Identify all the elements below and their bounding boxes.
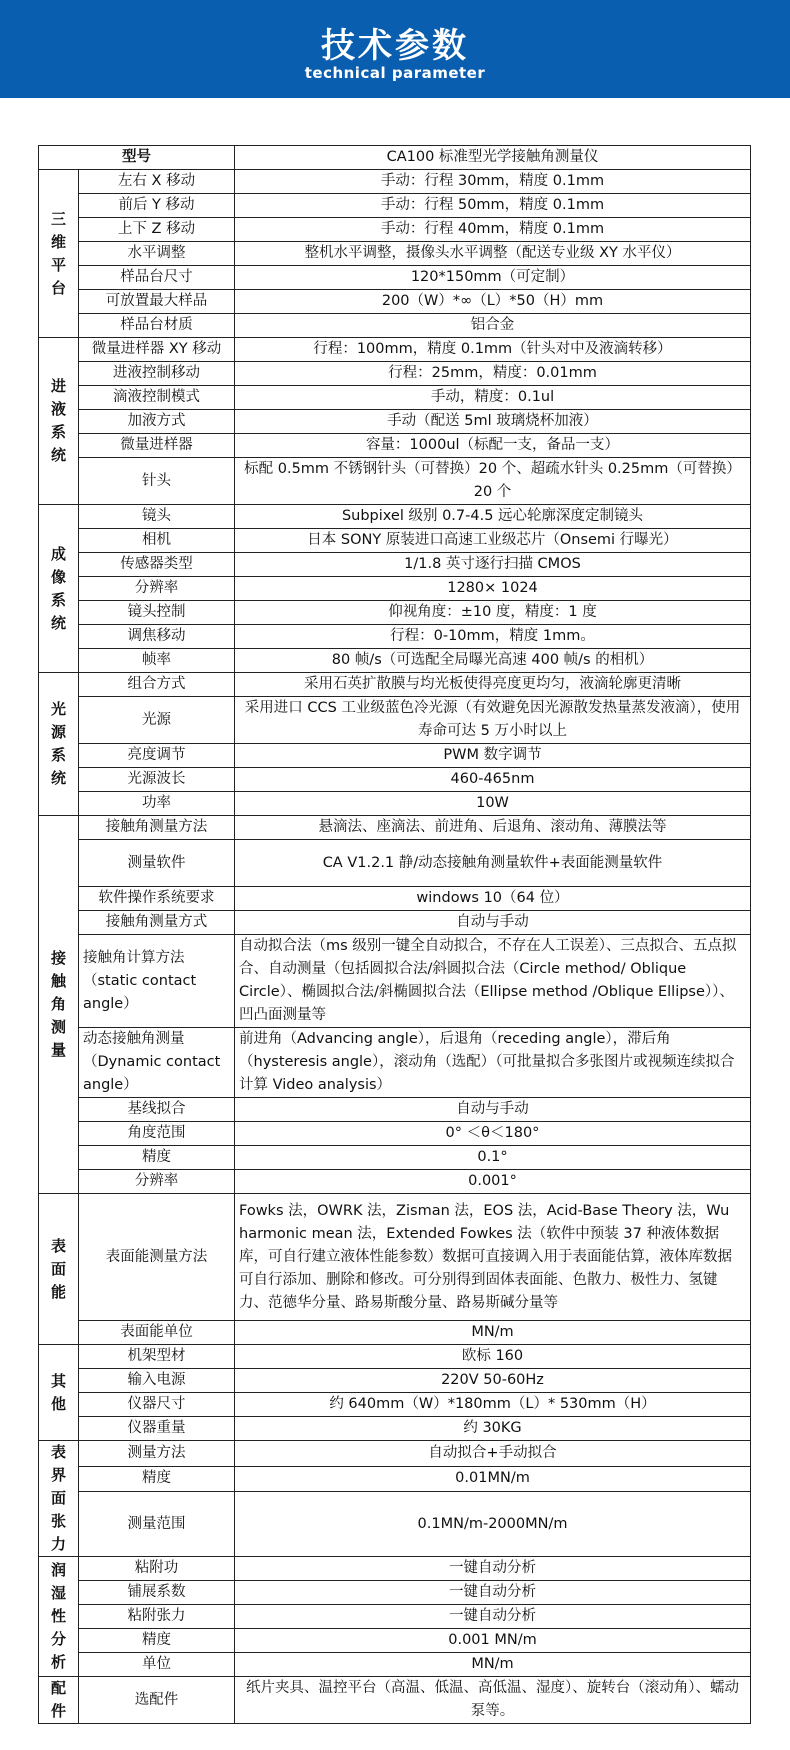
param-value: 手动：行程 50mm，精度 0.1mm (235, 194, 751, 218)
param-value: 欧标 160 (235, 1345, 751, 1369)
param-value: 手动，精度：0.1ul (235, 386, 751, 410)
page-subtitle: technical parameter (304, 64, 486, 82)
param-label: 分辨率 (79, 1170, 235, 1194)
category-label: 表界面张力 (51, 1443, 67, 1553)
param-value: 仰视角度：±10 度，精度：1 度 (235, 601, 751, 625)
spec-row (39, 625, 751, 649)
param-value: 200（W）*∞（L）*50（H）mm (235, 290, 751, 314)
spec-row (39, 1122, 751, 1146)
param-value: PWM 数字调节 (235, 744, 751, 768)
param-label: 光源 (79, 697, 235, 744)
param-value: 铝合金 (235, 314, 751, 338)
category-cell (39, 505, 79, 673)
param-value: CA V1.2.1 静/动态接触角测量软件+表面能测量软件 (235, 840, 751, 887)
param-value: 前进角（Advancing angle），后退角（receding angle），滞后角（hysteresis angle），滚动角（选配）（可批量拟合多张图片或视频连续拟合计算 Video analysis） (235, 1028, 751, 1098)
category-label: 表面能 (51, 1236, 67, 1301)
param-value: 80 帧/s（可选配全局曝光高速 400 帧/s 的相机） (235, 649, 751, 673)
spec-row (39, 362, 751, 386)
spec-row (39, 1146, 751, 1170)
param-value: Subpixel 级别 0.7-4.5 远心轮廓深度定制镜头 (235, 505, 751, 529)
param-value: 容量：1000ul（标配一支，备品一支） (235, 434, 751, 458)
param-label: 样品台材质 (79, 314, 235, 338)
spec-row (39, 1557, 751, 1581)
param-label: 分辨率 (79, 577, 235, 601)
param-value: 自动拟合+手动拟合 (235, 1441, 751, 1467)
param-label: 相机 (79, 529, 235, 553)
spec-row (39, 1492, 751, 1557)
spec-row (39, 816, 751, 840)
param-label: 仪器尺寸 (79, 1393, 235, 1417)
category-label: 成像系统 (51, 544, 67, 632)
category-cell (39, 338, 79, 505)
param-label: 角度范围 (79, 1122, 235, 1146)
model-value: CA100 标准型光学接触角测量仪 (235, 146, 751, 170)
param-value: 自动与手动 (235, 1098, 751, 1122)
category-cell (39, 170, 79, 338)
param-value: 手动：行程 30mm，精度 0.1mm (235, 170, 751, 194)
param-label: 机架型材 (79, 1345, 235, 1369)
spec-row (39, 505, 751, 529)
param-value: 约 640mm（W）*180mm（L）* 530mm（H） (235, 1393, 751, 1417)
spec-row (39, 1653, 751, 1677)
spec-row (39, 744, 751, 768)
param-label: 接触角测量方法 (79, 816, 235, 840)
param-value: 1/1.8 英寸逐行扫描 CMOS (235, 553, 751, 577)
param-label: 亮度调节 (79, 744, 235, 768)
category-cell (39, 1677, 79, 1724)
param-label: 微量进样器 (79, 434, 235, 458)
spec-row (39, 673, 751, 697)
param-label: 传感器类型 (79, 553, 235, 577)
param-value: 0.001 MN/m (235, 1629, 751, 1653)
param-value: 行程：0-10mm，精度 1mm。 (235, 625, 751, 649)
param-value: 1280× 1024 (235, 577, 751, 601)
spec-row (39, 1441, 751, 1467)
param-label: 进液控制移动 (79, 362, 235, 386)
spec-row (39, 553, 751, 577)
category-cell (39, 1557, 79, 1677)
spec-row (39, 601, 751, 625)
param-label: 粘附张力 (79, 1605, 235, 1629)
category-label: 进液系统 (51, 377, 67, 464)
page-title: 技术参数 (321, 26, 469, 66)
spec-row (39, 1028, 751, 1098)
category-cell (39, 816, 79, 1194)
param-value: 自动与手动 (235, 911, 751, 935)
model-row (39, 146, 751, 170)
param-label: 精度 (79, 1146, 235, 1170)
category-label: 三维平台 (51, 209, 67, 297)
param-label: 软件操作系统要求 (79, 887, 235, 911)
param-value: 一键自动分析 (235, 1581, 751, 1605)
spec-row (39, 314, 751, 338)
param-label: 测量方法 (79, 1441, 235, 1467)
param-value: 手动：行程 40mm，精度 0.1mm (235, 218, 751, 242)
spec-row (39, 768, 751, 792)
param-value: 悬滴法、座滴法、前进角、后退角、滚动角、薄膜法等 (235, 816, 751, 840)
spec-row (39, 1098, 751, 1122)
param-value: 120*150mm（可定制） (235, 266, 751, 290)
param-value: 行程：100mm，精度 0.1mm（针头对中及液滴转移） (235, 338, 751, 362)
spec-row (39, 1581, 751, 1605)
param-label: 滴液控制模式 (79, 386, 235, 410)
param-label: 镜头 (79, 505, 235, 529)
category-label: 光源系统 (51, 700, 67, 787)
param-value: 手动（配送 5ml 玻璃烧杯加液） (235, 410, 751, 434)
param-value: 标配 0.5mm 不锈钢针头（可替换）20 个、超疏水针头 0.25mm（可替换）20 个 (235, 458, 751, 505)
param-label: 帧率 (79, 649, 235, 673)
spec-row (39, 697, 751, 744)
param-label: 调焦移动 (79, 625, 235, 649)
param-value: 日本 SONY 原装进口高速工业级芯片（Onsemi 行曝光） (235, 529, 751, 553)
param-value: 10W (235, 792, 751, 816)
param-value: 采用进口 CCS 工业级蓝色冷光源（有效避免因光源散发热量蒸发液滴），使用寿命可达 5 万小时以上 (235, 697, 751, 744)
spec-row (39, 386, 751, 410)
param-label: 组合方式 (79, 673, 235, 697)
spec-row (39, 266, 751, 290)
param-label: 精度 (79, 1466, 235, 1492)
param-value: 行程：25mm，精度：0.01mm (235, 362, 751, 386)
param-label: 光源波长 (79, 768, 235, 792)
spec-row (39, 434, 751, 458)
category-cell (39, 1194, 79, 1345)
spec-row (39, 290, 751, 314)
spec-row (39, 1170, 751, 1194)
param-value: 0.1° (235, 1146, 751, 1170)
param-label: 左右 X 移动 (79, 170, 235, 194)
spec-row (39, 410, 751, 434)
param-label: 可放置最大样品 (79, 290, 235, 314)
spec-row (39, 1466, 751, 1492)
param-value: 0.1MN/m-2000MN/m (235, 1492, 751, 1557)
param-label: 输入电源 (79, 1369, 235, 1393)
param-label: 单位 (79, 1653, 235, 1677)
spec-row (39, 1629, 751, 1653)
title-banner (0, 0, 790, 98)
param-label: 表面能测量方法 (79, 1194, 235, 1321)
spec-row (39, 887, 751, 911)
param-label: 精度 (79, 1629, 235, 1653)
param-label: 测量软件 (79, 840, 235, 887)
spec-row (39, 1417, 751, 1441)
category-cell (39, 1441, 79, 1557)
param-value: 一键自动分析 (235, 1605, 751, 1629)
param-value: 整机水平调整，摄像头水平调整（配送专业级 XY 水平仪） (235, 242, 751, 266)
param-label: 功率 (79, 792, 235, 816)
spec-row (39, 1677, 751, 1724)
spec-row (39, 792, 751, 816)
param-label: 表面能单位 (79, 1321, 235, 1345)
param-value: 约 30KG (235, 1417, 751, 1441)
spec-row (39, 840, 751, 887)
param-value: MN/m (235, 1321, 751, 1345)
param-label: 上下 Z 移动 (79, 218, 235, 242)
param-label: 粘附功 (79, 1557, 235, 1581)
param-value: 220V 50-60Hz (235, 1369, 751, 1393)
category-label: 接触角测量 (51, 949, 67, 1059)
spec-row (39, 218, 751, 242)
param-value: 纸片夹具、温控平台（高温、低温、高低温、湿度）、旋转台（滚动角）、蠕动泵等。 (235, 1677, 751, 1724)
param-label: 测量范围 (79, 1492, 235, 1557)
category-cell (39, 673, 79, 816)
spec-row (39, 1605, 751, 1629)
spec-row (39, 194, 751, 218)
category-label: 润湿性分析 (51, 1561, 67, 1671)
param-value: 0.001° (235, 1170, 751, 1194)
param-label: 选配件 (79, 1677, 235, 1724)
param-value: Fowks 法，OWRK 法，Zisman 法，EOS 法，Acid-Base Theory 法，Wu harmonic mean 法，Extended Fowkes 法（软件中预装 37 种液体数据库，可自行建立液体性能参数）数据可直接调入用于表面能估算，液体库数据可自行添加、删除和修改。可分别得到固体表面能、色散力、极性力、氢键力、范德华分量、路易斯酸分量、路易斯碱分量等 (235, 1194, 751, 1321)
param-label: 前后 Y 移动 (79, 194, 235, 218)
param-value: 460-465nm (235, 768, 751, 792)
param-value: 自动拟合法（ms 级别一键全自动拟合，不存在人工误差）、三点拟合、五点拟合、自动测量（包括圆拟合法/斜圆拟合法（Circle method/ Oblique Circle）、椭圆拟合法/斜椭圆拟合法（Ellipse method /Oblique Ellipse））、凹凸面测量等 (235, 935, 751, 1028)
param-label: 样品台尺寸 (79, 266, 235, 290)
param-label: 仪器重量 (79, 1417, 235, 1441)
spec-row (39, 242, 751, 266)
spec-row (39, 911, 751, 935)
param-label: 基线拟合 (79, 1098, 235, 1122)
param-label: 动态接触角测量（Dynamic contact angle） (79, 1028, 235, 1098)
spec-row (39, 458, 751, 505)
param-label: 铺展系数 (79, 1581, 235, 1605)
spec-row (39, 649, 751, 673)
spec-row (39, 1194, 751, 1321)
param-value: 0.01MN/m (235, 1466, 751, 1492)
category-label: 配件 (51, 1679, 67, 1720)
param-value: 0° ＜θ＜180° (235, 1122, 751, 1146)
param-label: 微量进样器 XY 移动 (79, 338, 235, 362)
spec-row (39, 1321, 751, 1345)
param-label: 加液方式 (79, 410, 235, 434)
param-label: 接触角计算方法（static contact angle） (79, 935, 235, 1028)
param-value: 采用石英扩散膜与均光板使得亮度更均匀，液滴轮廓更清晰 (235, 673, 751, 697)
spec-row (39, 1393, 751, 1417)
category-cell (39, 1345, 79, 1441)
spec-table (38, 145, 751, 1724)
param-value: MN/m (235, 1653, 751, 1677)
spec-row (39, 1369, 751, 1393)
param-value: windows 10（64 位） (235, 887, 751, 911)
spec-table-body (39, 146, 751, 1724)
param-label: 接触角测量方式 (79, 911, 235, 935)
model-label: 型号 (39, 146, 235, 170)
spec-row (39, 170, 751, 194)
param-label: 水平调整 (79, 242, 235, 266)
category-label: 其他 (51, 1371, 67, 1413)
spec-row (39, 529, 751, 553)
spec-row (39, 338, 751, 362)
param-label: 针头 (79, 458, 235, 505)
spec-row (39, 1345, 751, 1369)
param-label: 镜头控制 (79, 601, 235, 625)
spec-row (39, 577, 751, 601)
param-value: 一键自动分析 (235, 1557, 751, 1581)
spec-row (39, 935, 751, 1028)
